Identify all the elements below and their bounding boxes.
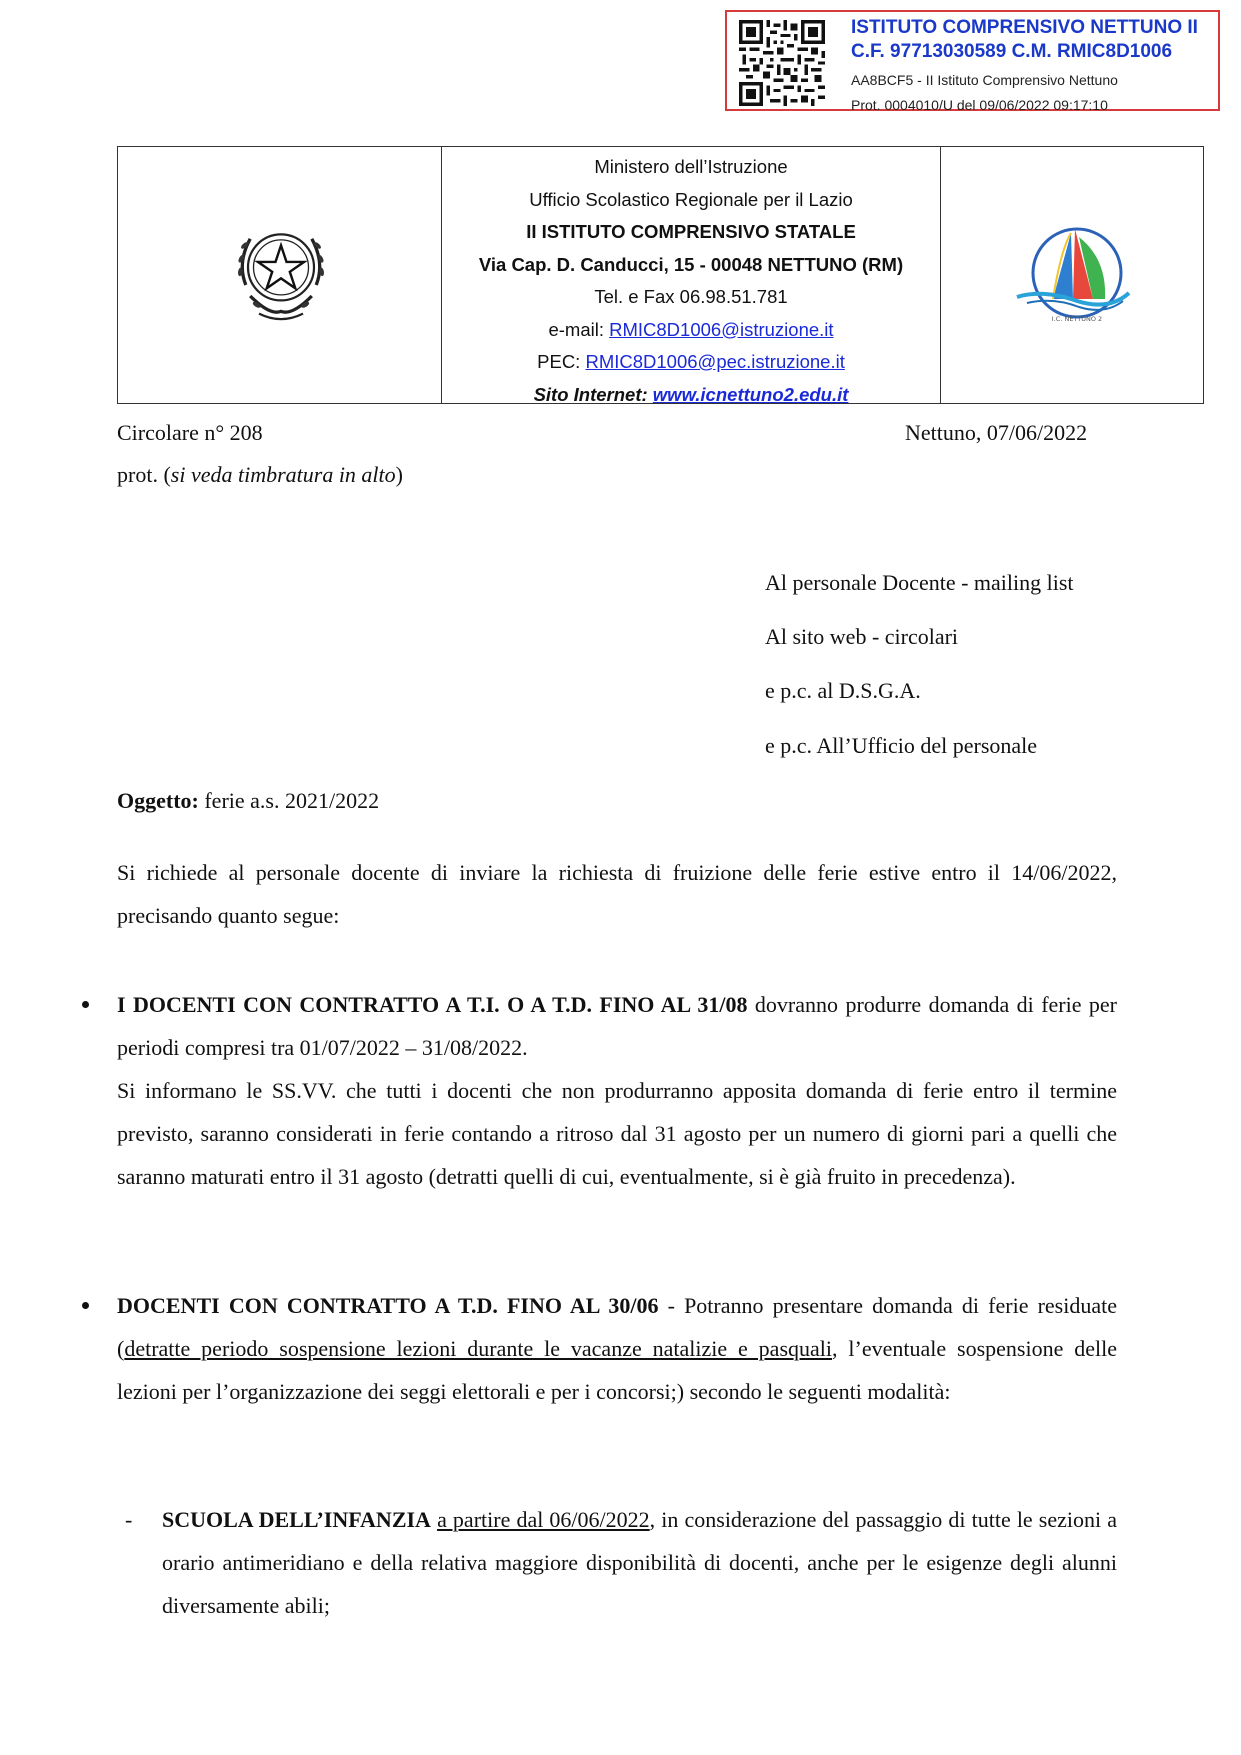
bullet-teachers-permanent — [117, 983, 1117, 1069]
letterhead-school-info — [442, 147, 941, 403]
letterhead-logo-cell — [941, 147, 1203, 403]
regional-office: Ufficio Scolastico Regionale per il Lazio — [529, 188, 853, 210]
recipient-1: Al personale Docente - mailing list — [765, 570, 1074, 595]
protocol-line — [117, 460, 403, 490]
subject-text: ferie a.s. 2021/2022 — [198, 788, 380, 813]
school-logo-caption: I.C. NETTUNO 2 — [1051, 315, 1103, 323]
qr-code-icon — [739, 20, 825, 106]
stamp-school-name: ISTITUTO COMPRENSIVO NETTUNO II — [851, 17, 1198, 38]
bullet2-text-1: - Potranno presentare domanda di ferie residuate ( — [117, 1293, 1117, 1361]
bullet-teachers-temporary — [117, 1284, 1117, 1413]
bullet2-underlined: detratte periodo sospensione lezioni durante le vacanze natalizie e pasquali — [124, 1336, 832, 1361]
recipient-3: e p.c. al D.S.G.A. — [765, 678, 921, 703]
bullet1-heading: I DOCENTI CON CONTRATTO A T.I. O A T.D. FINO AL 31/08 — [117, 992, 748, 1017]
protocol-stamp — [725, 10, 1220, 111]
school-email-line — [442, 314, 940, 347]
pec-label: PEC: — [537, 351, 586, 372]
stamp-fiscal-code: C.F. 97713030589 C.M. RMIC8D1006 — [851, 41, 1173, 62]
intro-paragraph: Si richiede al personale docente di inviare la richiesta di fruizione delle ferie estive entro il 14/06/2022, precisando quanto segue: — [117, 860, 1117, 928]
stamp-office: AA8BCF5 - II Istituto Comprensivo Nettuno — [851, 72, 1118, 88]
school-phone: Tel. e Fax 06.98.51.781 — [594, 286, 788, 307]
sub1-heading: SCUOLA DELL’INFANZIA — [162, 1507, 431, 1532]
bullet-teachers-note: Si informano le SS.VV. che tutti i docenti che non produrranno apposita domanda di ferie entro il termine previsto, saranno considerati in ferie contando a ritroso dal 31 agosto per un numero di giorni pari a quelli che saranno maturati entro il 31 agosto (detratti quelli di cui, eventualmente, si è già fruito in precedenza). — [117, 1078, 1117, 1189]
email-link[interactable]: RMIC8D1006@istruzione.it — [609, 318, 834, 340]
school-logo-icon — [1013, 219, 1133, 331]
letterhead-emblem-cell — [118, 147, 442, 403]
italian-republic-emblem-icon — [226, 219, 336, 329]
circular-number: Circolare n° 208 — [117, 420, 263, 445]
sub-item-dash: - — [125, 1507, 133, 1532]
bullet2-text-2: , l’eventuale sospensione delle lezioni per l’organizzazione dei seggi elettorali e per i concorsi;) secondo le seguenti modalità: — [117, 1336, 1117, 1404]
sub1-underlined: a partire dal 06/06/2022 — [437, 1507, 650, 1532]
email-label: e-mail: — [548, 318, 610, 340]
letterhead-table — [117, 146, 1204, 404]
school-pec-line — [442, 346, 940, 379]
school-name: II ISTITUTO COMPRENSIVO STATALE — [526, 221, 856, 242]
site-link[interactable]: www.icnettuno2.edu.it — [652, 383, 849, 405]
bullet-dot-icon — [82, 1302, 89, 1309]
protocol-prefix: prot. ( — [117, 462, 171, 487]
protocol-note: si veda timbratura in alto — [170, 462, 396, 487]
circular-date: Nettuno, 07/06/2022 — [905, 420, 1088, 445]
recipient-4: e p.c. All’Ufficio del personale — [765, 733, 1038, 758]
subject-line — [117, 786, 379, 816]
ministry-name: Ministero dell’Istruzione — [594, 156, 788, 177]
school-address: Via Cap. D. Canducci, 15 - 00048 NETTUNO (RM) — [478, 253, 904, 275]
bullet2-heading: DOCENTI CON CONTRATTO A T.D. FINO AL 30/06 — [117, 1293, 659, 1318]
pec-link[interactable]: RMIC8D1006@pec.istruzione.it — [585, 351, 845, 372]
recipient-2: Al sito web - circolari — [765, 624, 959, 649]
stamp-protocol: Prot. 0004010/U del 09/06/2022 09:17:10 — [851, 97, 1108, 113]
bullet1-text: dovranno produrre domanda di ferie per periodi compresi tra 01/07/2022 – 31/08/2022. — [117, 992, 1117, 1060]
sub1-text: , in considerazione del passaggio di tutte le sezioni a orario antimeridiano e della relativa maggiore disponibilità di docenti, anche per le esigenze degli alunni diversamente abili; — [162, 1507, 1117, 1618]
subject-label: Oggetto: — [117, 788, 199, 813]
bullet-dot-icon — [82, 1001, 89, 1008]
site-label: Sito Internet: — [533, 383, 653, 405]
school-site-line — [442, 379, 940, 412]
sub-item-kindergarten — [162, 1498, 1117, 1627]
protocol-suffix: ) — [395, 462, 403, 487]
